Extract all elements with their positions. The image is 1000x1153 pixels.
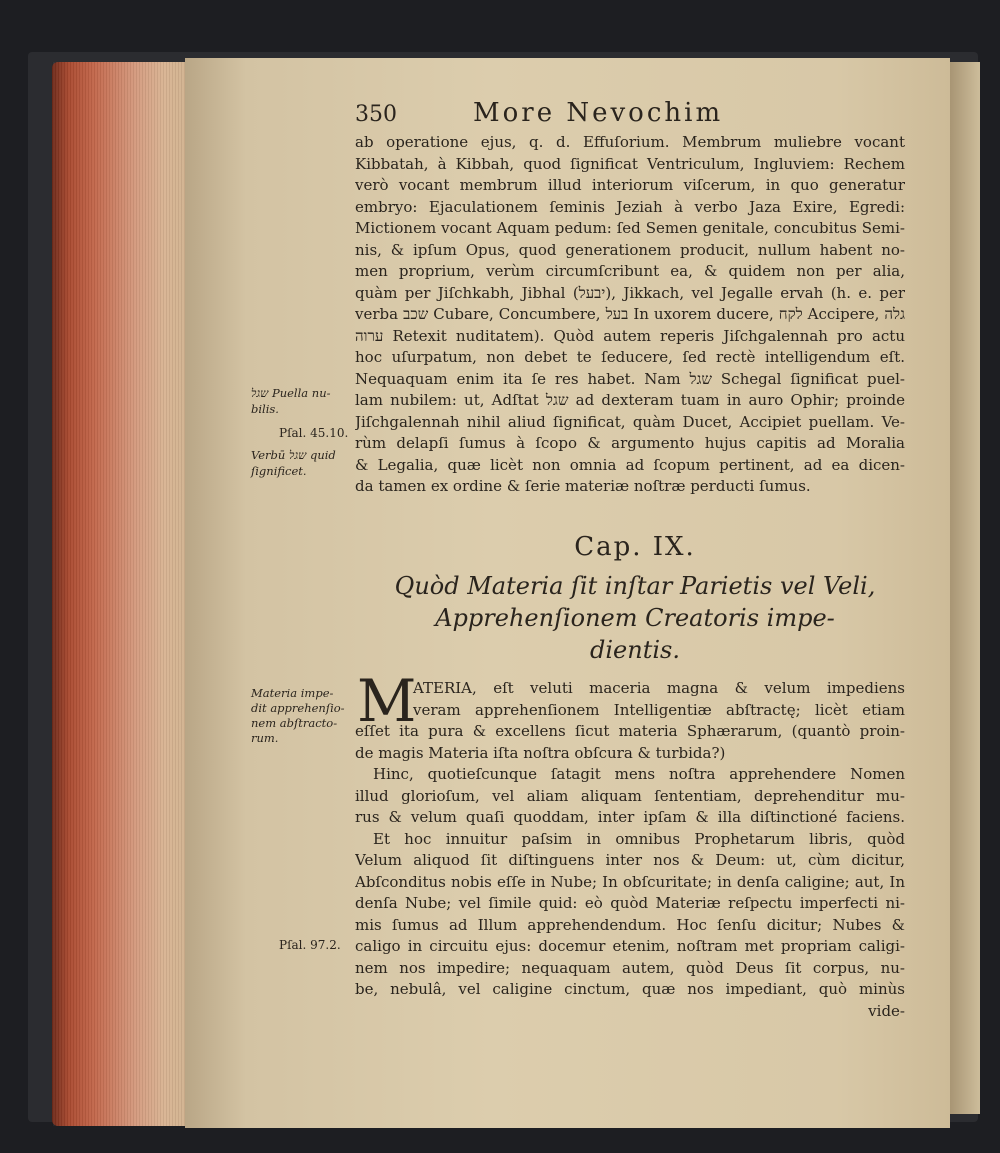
text-line: ATERIA, eſt veluti maceria magna & velum impediens [413, 679, 905, 697]
text-line: caligo in circuitu ejus: docemur etenim, noſtram met propriam caligi- [355, 937, 905, 955]
text-line: ab operatione ejus, q. d. Effuſorium. Membrum muliebre vocant [355, 133, 905, 151]
text-line: embryo: Ejaculationem ſeminis Jeziah à verbo Jaza Exire, Egredi: [355, 197, 905, 216]
text-line: be, nebulâ, vel caligine cinctum, quæ nos impediant, quò minùs [355, 980, 905, 998]
chapter-title-line: dientis. [590, 636, 680, 664]
text-line: rùm delapſi ſumus à ſcopo & argumento hujus capitis ad Moralia [355, 434, 905, 452]
chapter-title-line: Apprehenſionem Creatoris impe- [435, 604, 835, 632]
margin-note: Materia impe- [251, 686, 334, 700]
text-line: Jiſchgalennah nihil aliud ſignificat, quàm Ducet, Accipiet puellam. Ve- [355, 412, 905, 431]
text-line: mis ſumus ad Illum apprehendendum. Hoc ſenſu dicitur; Nubes & [355, 915, 905, 934]
running-title: More Nevochim [473, 98, 724, 128]
chapter-label: Cap. IX. [574, 532, 696, 562]
text-line: Kibbatah, à Kibbah, quod ſignificat Ventriculum, Ingluviem: Rechem [355, 154, 905, 173]
facing-page-edge [950, 62, 980, 1114]
text-line: illud glorioſum, vel aliam aliquam ſententiam, deprehenditur mu- [355, 786, 905, 805]
text-line: de magis Materia iſta noſtra obſcura & turbida?) [355, 743, 726, 762]
text-line: rus & velum quaſi quoddam, inter ipſam & illa diſtinctioné faciens. [355, 808, 905, 826]
text-line: Nequaquam enim ita ſe res habet. Nam שגל Schegal ſignificat puel- [355, 369, 905, 388]
body-text [355, 132, 905, 498]
text-line: Hinc, quotieſcunque ſatagit mens noſtra apprehendere Nomen [373, 765, 905, 783]
page-number: 350 [355, 102, 397, 127]
text-line: nis, & ipſum Opus, quod generationem producit, nullum habent no- [355, 240, 905, 259]
text-line: & Legalia, quæ licèt non omnia ad ſcopum pertinent, ad ea dicen- [355, 455, 905, 474]
chapter-title-line: Quòd Materia ſit inſtar Parietis vel Veli, [394, 572, 876, 600]
text-line: veram apprehenſionem Intelligentiæ abſtractę; licèt etiam [413, 700, 905, 719]
chapter-body-text [355, 678, 905, 1022]
text-line: lam nubilem: ut, Adſtat שגל ad dexteram tuam in auro Ophir; proinde [355, 391, 905, 409]
margin-note: bilis. [251, 402, 279, 416]
margin-reference: Pſal. 97.2. [279, 938, 341, 952]
text-line: Et hoc innuitur paſsim in omnibus Prophetarum libris, quòd [373, 829, 905, 848]
page-edges [52, 62, 192, 1126]
margin-note: rum. [251, 731, 279, 745]
text-line: quàm per Jiſchkabh, Jibhal (יבעל), Jikkach, vel Jegalle ervah (h. e. per [355, 283, 905, 302]
catchword: vide- [868, 1001, 905, 1020]
text-line: Mictionem vocant Aquam pedum: ſed Semen genitale, concubitus Semi- [355, 219, 905, 237]
margin-reference: Pſal. 45.10. [279, 426, 349, 440]
text-line: hoc uſurpatum, non debet te ſeducere, ſed rectè intelligendum eſt. [355, 348, 905, 366]
text-line: ערוה Retexit nuditatem). Quòd autem reperis Jiſchgalennah pro actu [355, 326, 905, 345]
text-line: nem nos impedire; nequaquam autem, quòd Deus ſit corpus, nu- [355, 958, 905, 977]
book-page [185, 58, 950, 1128]
page-header [355, 98, 915, 132]
drop-cap: M [357, 667, 417, 735]
margin-note: nem abſtracto- [251, 716, 338, 730]
text-line: da tamen ex ordine & ſerie materiæ noſtræ perducti ſumus. [355, 477, 811, 495]
margin-note: שגל Puella nu- [251, 386, 331, 400]
text-line: eſſet ita pura & excellens ſicut materia Sphærarum, (quantò proin- [355, 722, 905, 740]
text-line: denſa Nube; vel ſimile quid: eò quòd Materiæ reſpectu imperfecti ni- [355, 894, 905, 912]
text-line: Velum aliquod ſit diſtinguens inter nos & Deum: ut, cùm dicitur, [355, 851, 905, 869]
margin-note: dit apprehenſio- [251, 701, 345, 715]
text-line: verba שכב Cubare, Concumbere, בעל In uxorem ducere, לקח Accipere, גלה [355, 305, 905, 323]
text-line: verò vocant membrum illud interiorum viſcerum, in quo generatur [355, 176, 905, 194]
text-line: men proprium, verùm circumſcribunt ea, & quidem non per alia, [355, 262, 905, 280]
margin-note: ſignificet. [251, 464, 307, 478]
text-line: Abſconditus nobis eſſe in Nube; In obſcuritate; in denſa caligine; aut, In [355, 872, 905, 891]
margin-note: Verbū שגל quid [251, 448, 336, 462]
